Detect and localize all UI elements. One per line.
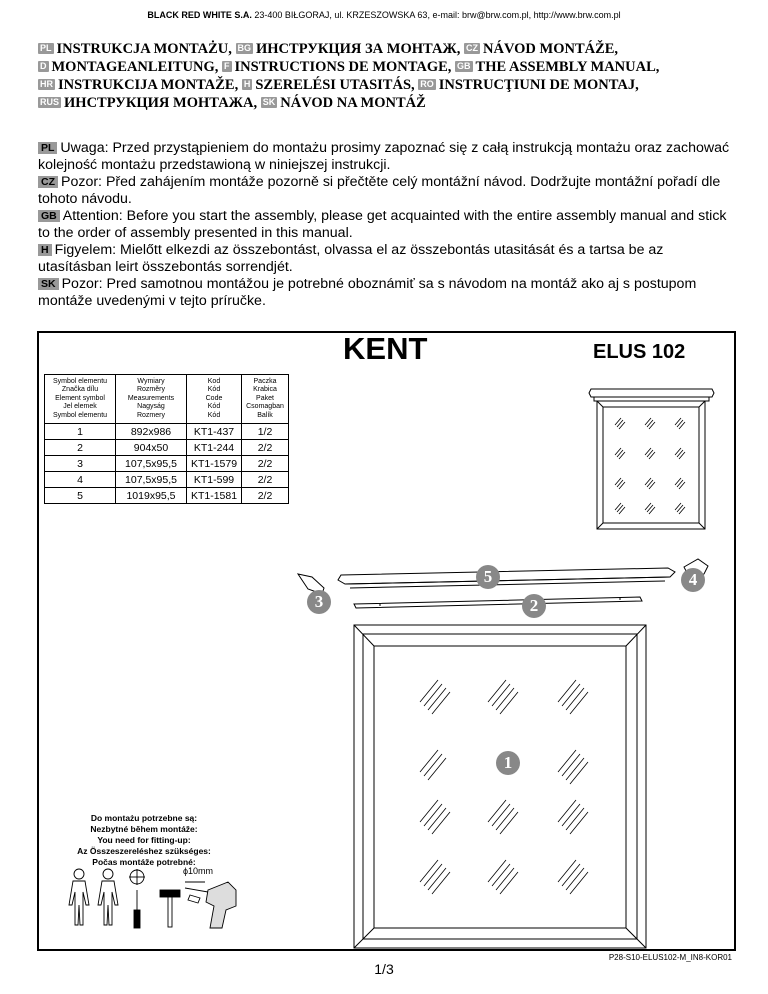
part-5-crown-molding [338,568,675,588]
table-cell: KT1-437 [187,424,242,440]
table-cell: 1/2 [242,424,289,440]
language-tag: H [38,244,52,256]
table-cell: 1019x95,5 [116,488,187,504]
person-2-icon [98,869,118,925]
column-header-line: Kód [207,386,221,394]
language-tag: D [40,61,47,71]
heading-text: THE ASSEMBLY MANUAL, [475,59,660,75]
language-tag: HR [40,79,53,89]
note-text: Attention: Before you start the assembly, please get acquainted with the entire assembly manual and stick to the order of assembly presented in this manual. [38,208,727,241]
person-1-icon [69,869,89,925]
column-header-line: Značka dílu [61,386,99,394]
language-tag: RO [420,79,434,89]
column-header-line: Nagyság [137,403,165,411]
column-header-line: Element symbol [55,394,105,402]
column-header-line: Code [205,394,223,402]
column-header-line: Wymiary [137,377,165,385]
table-cell: 4 [45,472,116,488]
tools-line: Do montażu potrzebne są: [90,813,198,823]
language-tag: PL [38,142,57,154]
heading-text: ИНСТРУКЦИЯ МОНТАЖА, [64,95,258,111]
table-cell: 2/2 [242,488,289,504]
tools-line: Az Összeszereléshez szükséges: [77,846,211,856]
table-cell: 2/2 [242,472,289,488]
table-cell: KT1-599 [187,472,242,488]
part-label-2: 2 [522,594,546,618]
part-label-1: 1 [496,751,520,775]
table-cell: KT1-1581 [187,488,242,504]
table-cell: 5 [45,488,116,504]
heading-text: SZERELÉSI UTASITÁS, [255,77,415,93]
drill-icon [185,882,236,928]
product-name: KENT [343,331,428,366]
tools-line: Počas montáže potrebné: [92,857,196,867]
table-cell: 3 [45,456,116,472]
tools-drawing [69,869,236,928]
column-header-line: Symbol elementu [52,411,108,419]
table-cell: 107,5x95,5 [116,472,187,488]
heading-text: ИНСТРУКЦИЯ ЗА МОНТАЖ, [256,41,461,57]
column-header-line: Rozměry [136,386,165,394]
heading-text: NÁVOD MONTÁŽE, [483,41,619,57]
heading-text: MONTAGEANLEITUNG, [51,59,219,75]
table-cell: 1 [45,424,116,440]
language-tag: H [243,79,251,89]
column-header-line: Paczka [253,377,277,385]
company-address: 23-400 BIŁGORAJ, ul. KRZESZOWSKA 63, e-mail: brw@brw.com.pl, http://www.brw.com.pl [254,10,621,20]
language-tag: CZ [38,176,58,188]
part-label-4: 4 [681,568,705,592]
table-cell: KT1-1579 [187,456,242,472]
part-label-5: 5 [476,565,500,589]
column-header-line: Symbol elementu [52,377,108,385]
table-cell: KT1-244 [187,440,242,456]
language-tag: F [224,61,230,71]
column-header-line: Csomagban [246,403,284,411]
column-header-line: Paket [256,394,274,402]
language-tag: BG [237,43,251,53]
heading-text: INSTRUCTIONS DE MONTAGE, [234,59,452,75]
document-code: P28-S10-ELUS102-M_IN8-KOR01 [608,953,732,962]
table-cell: 107,5x95,5 [116,456,187,472]
note-text: Pozor: Před zahájením montáže pozorně si přečtěte celý montážní návod. Dodržujte montážní pořadí dle tohoto návodu. [38,174,721,207]
language-tag: GB [38,210,60,222]
part-1-mirror [354,625,646,948]
heading-text: INSTRUKCIJA MONTAŽE, [58,77,239,93]
column-header-line: Krabica [253,386,277,394]
language-tag: PL [40,43,52,53]
product-model: ELUS 102 [593,341,686,363]
note-text: Figyelem: Mielőtt elkezdi az összebontást, olvassa el az összebontás utasitását és a tartsa be az utasításban leirt összebontás sorrendjét. [38,242,664,275]
assembled-mirror-thumbnail [589,389,714,529]
tools-line: Nezbytné během montáže: [90,824,198,834]
drill-size: ϕ10mm [183,866,214,876]
column-header-line: Jel elemek [63,403,97,411]
page-number: 1/3 [374,961,394,977]
hammer-icon [160,890,180,927]
table-cell: 2 [45,440,116,456]
part-label-3: 3 [307,590,331,614]
column-header-line: Kód [207,411,221,419]
table-cell: 2/2 [242,440,289,456]
language-tag: SK [262,97,276,107]
column-header-line: Kod [207,377,221,385]
part-2-strip [354,597,642,608]
tools-line: You need for fitting-up: [97,835,191,845]
language-tag: RUS [40,97,60,107]
table-cell: 2/2 [242,456,289,472]
heading-text: INSTRUCŢIUNI DE MONTAJ, [438,77,639,93]
table-cell: 904x50 [116,440,187,456]
column-header-line: Measurements [127,394,175,402]
language-tag: SK [38,278,59,290]
column-header-line: Kód [207,403,221,411]
phillips-screwdriver-icon [129,869,145,928]
column-header-line: Balík [257,411,273,419]
heading-text: INSTRUKCJA MONTAŻU, [56,41,232,57]
company-name: BLACK RED WHITE S.A. [147,10,252,20]
note-text: Pozor: Pred samotnou montážou je potrebné oboznámiť sa s návodom na montáž ako aj s postupom montáže uvedenými v tejto príručke. [38,276,697,309]
table-cell: 892x986 [116,424,187,440]
language-tag: CZ [466,43,479,53]
heading-text: NÁVOD NA MONTÁŽ [280,95,426,111]
column-header-line: Rozmery [136,411,165,419]
tools-needed [58,813,230,868]
language-tag: GB [457,61,471,71]
note-text: Uwaga: Przed przystąpieniem do montażu prosimy zapoznać się z całą instrukcją montażu oraz zachować kolejność montażu przedstawioną w niniejszej instrukcji. [38,140,730,173]
